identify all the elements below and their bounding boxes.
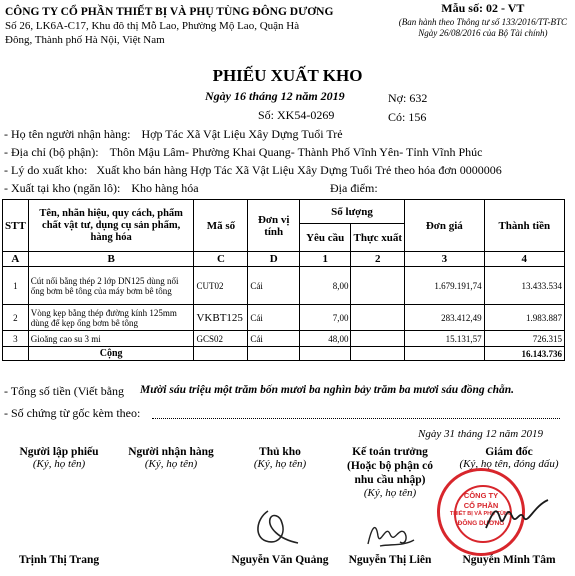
index-cell: 4 [484, 252, 564, 267]
row-code: CUT02 [194, 267, 248, 305]
warehouse-line [4, 181, 199, 196]
signature-preparer [8, 446, 110, 576]
row-stt: 1 [3, 267, 29, 305]
row-price: 1.679.191,74 [405, 267, 485, 305]
address-line [4, 145, 482, 160]
row-requested: 8,00 [299, 267, 351, 305]
sig-title: Giám đốc [485, 446, 533, 458]
form-note-1: (Ban hành theo Thông tư số 133/2016/TT-BTC [398, 17, 567, 27]
signature-date: Ngày 31 tháng 12 năm 2019 [418, 428, 543, 440]
header-actual: Thực xuất [351, 224, 405, 252]
index-cell: A [3, 252, 29, 267]
stamp-text-1: CÔNG TY [463, 491, 499, 500]
certificates-label: - Số chứng từ gốc kèm theo: [4, 406, 141, 420]
receiver-label: - Họ tên người nhận hàng: [4, 127, 131, 141]
total-amount: 16.143.736 [484, 347, 564, 361]
receiver-line [4, 127, 343, 142]
sig-subtitle: (Ký, họ tên) [363, 487, 417, 499]
document-serial: Số: XK54-0269 [258, 108, 335, 122]
index-cell: D [248, 252, 300, 267]
header-requested: Yêu cầu [299, 224, 351, 252]
index-row [3, 252, 565, 267]
index-cell: 1 [299, 252, 351, 267]
location-label: Địa điểm: [330, 181, 378, 195]
warehouse-value: Kho hàng hóa [131, 181, 199, 195]
sig-title-2: (Hoặc bộ phận có nhu cầu nhập) [347, 460, 433, 486]
sig-name: Nguyễn Minh Tâm [462, 554, 556, 566]
sig-subtitle: (Ký, họ tên) [253, 458, 307, 470]
company-name: CÔNG TY CỔ PHẦN THIẾT BỊ VÀ PHỤ TÙNG ĐÔNG DƯƠNG [5, 6, 334, 18]
reason-line [4, 163, 502, 178]
table-row [3, 305, 565, 331]
row-stt: 2 [3, 305, 29, 331]
header-stt: STT [3, 200, 29, 252]
company-address-line2: Đông, Thành phố Hà Nội, Việt Nam [5, 34, 165, 46]
document-title: PHIẾU XUẤT KHO [212, 66, 363, 85]
stamp-text-2: CỔ PHẦN [463, 501, 499, 510]
index-cell: 3 [405, 252, 485, 267]
header-amount: Thành tiền [484, 200, 564, 252]
debit-account: Nợ: 632 [388, 91, 428, 105]
stamp-text-4: ĐÔNG DƯƠNG [457, 520, 505, 527]
sig-subtitle: (Ký, họ tên, đóng dấu) [459, 458, 559, 470]
storekeeper-signature [248, 505, 308, 547]
receiver-value: Hợp Tác Xã Vật Liệu Xây Dựng Tuổi Trẻ [141, 127, 343, 141]
total-row [3, 347, 565, 361]
signature-receiver [116, 446, 226, 576]
header-name: Tên, nhãn hiệu, quy cách, phẩm chất vật tư, dụng cụ sản phẩm, hàng hóa [28, 200, 194, 252]
index-cell: C [194, 252, 248, 267]
company-address-line1: Số 26, LK6A-C17, Khu đô thị Mỗ Lao, Phường Mộ Lao, Quận Hà [5, 20, 300, 32]
index-cell: B [28, 252, 194, 267]
stamp-text-3: THIẾT BỊ VÀ PHỤ TÙNG [449, 511, 513, 517]
row-actual [351, 267, 405, 305]
total-label: Cộng [28, 347, 194, 361]
row-name: Vòng kẹp bằng thép đường kính 125mm dùng để kẹp ống bơm bê tông [28, 305, 194, 331]
row-stt: 3 [3, 331, 29, 347]
row-price: 15.131,57 [405, 331, 485, 347]
row-name: Gioăng cao su 3 mi [28, 331, 194, 347]
row-actual [351, 331, 405, 347]
header-quantity: Số lượng [299, 200, 404, 224]
row-unit: Cái [248, 305, 300, 331]
sig-title: Kế toán trưởng [352, 446, 428, 458]
warehouse-label: - Xuất tại kho (ngăn lô): [4, 181, 121, 195]
reason-value: Xuất kho bán hàng Hợp Tác Xã Vật Liệu Xây Dựng Tuổi Trẻ theo hóa đơn 0000006 [96, 163, 502, 177]
reason-label: - Lý do xuất kho: [4, 163, 88, 177]
signature-accountant [334, 446, 446, 576]
company-header [5, 5, 333, 47]
table-row [3, 267, 565, 305]
row-name: Cút nối bằng thép 2 lớp DN125 dùng nối ống bơm bê tông của máy bơm bê tông [28, 267, 194, 305]
header-price: Đơn giá [405, 200, 485, 252]
row-actual [351, 305, 405, 331]
row-amount: 1.983.887 [484, 305, 564, 331]
row-code: GCS02 [194, 331, 248, 347]
address-label: - Địa chỉ (bộ phận): [4, 145, 99, 159]
row-requested: 7,00 [299, 305, 351, 331]
director-signature [482, 494, 552, 538]
account-block [388, 89, 427, 127]
goods-table [2, 199, 565, 361]
address-value: Thôn Mậu Lâm- Phường Khai Quang- Thành Phố Vĩnh Yên- Tỉnh Vĩnh Phúc [109, 145, 483, 159]
sig-title: Người lập phiếu [19, 446, 99, 458]
certificates-line [152, 418, 560, 419]
sig-subtitle: (Ký, họ tên) [32, 458, 86, 470]
row-price: 283.412,49 [405, 305, 485, 331]
sum-in-words: Mười sáu triệu một trăm bốn mươi ba nghìn bảy trăm ba mươi sáu đồng chẵn. [140, 384, 515, 396]
document-date: Ngày 16 tháng 12 năm 2019 [205, 89, 345, 103]
row-unit: Cái [248, 331, 300, 347]
header-unit: Đơn vị tính [248, 200, 300, 252]
header-code: Mã số [194, 200, 248, 252]
sig-title: Người nhận hàng [128, 446, 214, 458]
form-note-2: Ngày 26/08/2016 của Bộ Tài chính) [418, 28, 548, 38]
index-cell: 2 [351, 252, 405, 267]
sig-name: Nguyễn Văn Quảng [231, 554, 329, 566]
sig-subtitle: (Ký, họ tên) [144, 458, 198, 470]
form-code: Mẫu số: 02 - VT [441, 1, 525, 15]
accountant-signature [360, 516, 420, 552]
row-unit: Cái [248, 267, 300, 305]
row-amount: 13.433.534 [484, 267, 564, 305]
row-amount: 726.315 [484, 331, 564, 347]
sig-title: Thủ kho [259, 446, 301, 458]
credit-account: Có: 156 [388, 110, 427, 124]
row-requested: 48,00 [299, 331, 351, 347]
sig-name: Trịnh Thị Trang [18, 554, 100, 566]
form-number-block [399, 3, 567, 39]
table-row [3, 331, 565, 347]
sig-name: Nguyễn Thị Liên [348, 554, 432, 566]
row-code: VKBT125 [194, 305, 248, 331]
sum-label: - Tổng số tiền (Viết bằng [4, 384, 125, 398]
